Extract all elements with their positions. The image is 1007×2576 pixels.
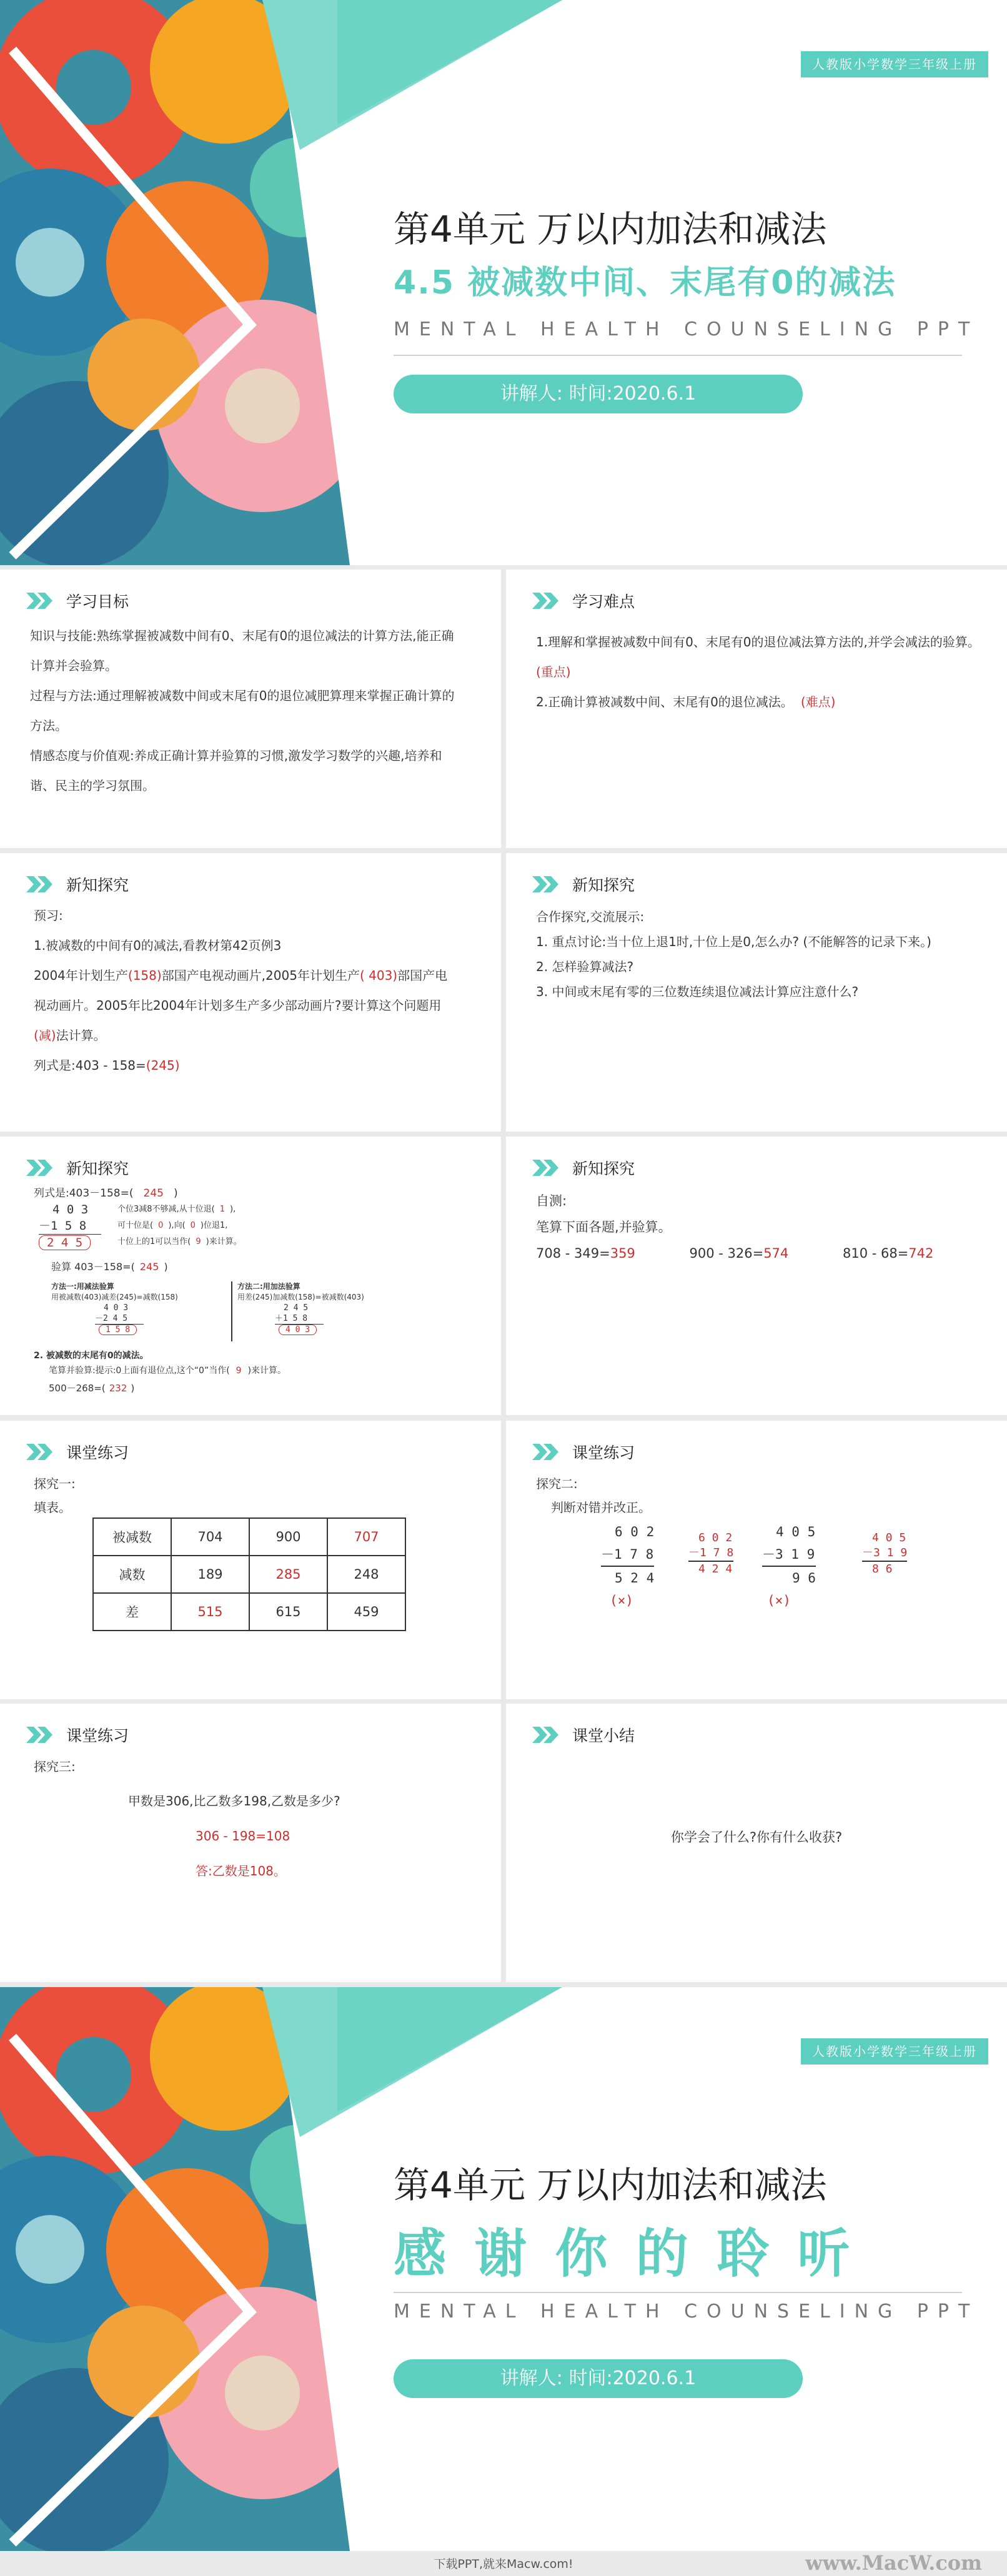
slide-heading: 新知探究 (572, 1160, 635, 1178)
slide-heading: 新知探究 (66, 876, 129, 894)
teal-corner-shape (262, 1987, 562, 2137)
chevron-icon (26, 1160, 55, 1176)
slide-self-test (506, 1137, 1007, 1415)
slide-header (26, 1441, 129, 1463)
discuss-question: 1. 重点讨论:当十位上退1时,十位上是0,怎么办? (不能解答的记录下来。) (536, 934, 931, 949)
preview-line: 2004年计划生产(158)部国产电视动画片,2005年计划生产( 403)部国产电 (34, 968, 448, 983)
preview-line: (减)法计算。 (34, 1028, 106, 1043)
teal-corner-shape (262, 0, 562, 150)
key-point-tag: (重点) (536, 664, 571, 679)
slide-header (532, 590, 635, 612)
method-divider (231, 1281, 232, 1341)
method-two: 方法二:用加法验算 用差(245)加减数(158)=被减数(403) 2 4 5 ＋1 5 8 4 0 3 (237, 1282, 364, 1335)
correction-two: 4 0 5 －3 1 9 8 6 (862, 1531, 908, 1576)
practice-label: 探究一: (34, 1476, 76, 1491)
difficulty-line: 1.理解和掌握被减数中间有0、末尾有0的退位减法算方法的,并学会减法的验算。 (536, 634, 980, 649)
slide-heading: 课堂小结 (572, 1727, 635, 1745)
slide-explore-discuss (506, 853, 1007, 1132)
preview-line: 视动画片。2005年比2004年计划多生产多少部动画片?要计算这个问题用 (34, 998, 442, 1013)
preview-label: 预习: (34, 908, 63, 923)
unit-title: 第4单元 万以内加法和减法 (394, 208, 827, 250)
watermark-logo: www.MacW.com (805, 2551, 982, 2575)
chevron-icon (532, 1727, 561, 1743)
chevron-icon (26, 1727, 55, 1743)
slide-header (26, 1157, 129, 1179)
slide-heading: 课堂练习 (66, 1727, 129, 1745)
practice-instruction: 填表。 (34, 1500, 71, 1515)
hint-line: 笔算并验算:提示:0上面有退位点,这个“0”当作( 9 )来计算。 (49, 1366, 287, 1376)
divider-line (394, 355, 962, 356)
slide-heading: 课堂练习 (572, 1444, 635, 1462)
lesson-title: 4.5 被减数中间、末尾有0的减法 (394, 264, 896, 302)
discuss-intro: 合作探究,交流展示: (536, 909, 645, 924)
goal-line: 计算并会验算。 (30, 658, 117, 673)
english-tagline: MENTAL HEALTH COUNSELING PPT (394, 2301, 980, 2322)
method-one: 方法一:用减法验算 用被减数(403)减差(245)=减数(158) 4 0 3 －2 4 5 1 5 8 (51, 1282, 178, 1335)
slide-header (532, 1157, 635, 1179)
slide-summary (506, 1704, 1007, 1982)
presenter-pill: 讲解人: 时间:2020.6.1 (394, 2359, 803, 2398)
slide-heading: 学习难点 (572, 593, 635, 611)
goal-line: 情感态度与价值观:养成正确计算并验算的习惯,激发学习数学的兴趣,培养和 (30, 748, 442, 763)
difficulty-line: 2.正确计算被减数中间、末尾有0的退位减法。 (难点) (536, 694, 836, 709)
english-tagline: MENTAL HEALTH COUNSELING PPT (394, 318, 980, 340)
check-line: 验算 403－158=( 245 ) (51, 1261, 168, 1273)
self-test-problems: 708 - 349=359 900 - 326=574 810 - 68=742 (536, 1246, 934, 1261)
grade-ribbon: 人教版小学数学三年级上册 (801, 51, 988, 77)
vertical-calc: 4 0 3 －1 5 8 2 4 5 (39, 1202, 101, 1251)
self-test-label: 自测: (536, 1193, 567, 1208)
slide-explore-preview (0, 853, 501, 1132)
practice-label: 探究二: (536, 1476, 578, 1491)
goal-line: 知识与技能:熟练掌握被减数中间有0、末尾有0的退位减法的计算方法,能正确 (30, 628, 454, 643)
cover-slide (0, 0, 1007, 565)
section-two: 2. 被减数的末尾有0的减法。 (34, 1351, 149, 1361)
chevron-icon (532, 876, 561, 892)
end-slide (0, 1987, 1007, 2551)
download-footer[interactable]: 下载PPT,就来Macw.com! (0, 2552, 1007, 2576)
unit-title: 第4单元 万以内加法和减法 (394, 2164, 827, 2206)
slide-practice-one (0, 1421, 501, 1699)
practice-label: 探究三: (34, 1759, 76, 1774)
slide-header (26, 590, 129, 612)
slide-header (532, 1724, 635, 1746)
goal-line: 过程与方法:通过理解被减数中间或末尾有0的退位减肥算理来掌握正确计算的 (30, 688, 455, 703)
grade-ribbon: 人教版小学数学三年级上册 (801, 2038, 988, 2065)
slide-heading: 课堂练习 (66, 1444, 129, 1462)
chevron-icon (26, 876, 55, 892)
equation-line: 列式是:403－158=( 245 ) (34, 1187, 178, 1200)
slide-header (532, 873, 635, 896)
table-row: 差 515 615 459 (93, 1593, 405, 1631)
discuss-question: 2. 怎样验算减法? (536, 959, 634, 974)
slide-practice-two (506, 1421, 1007, 1699)
slide-header (532, 1441, 635, 1463)
chevron-icon (26, 1444, 55, 1460)
chevron-icon (532, 1444, 561, 1460)
slide-difficulties (506, 570, 1007, 848)
chevron-icon (532, 593, 561, 609)
summary-question: 你学会了什么?你有什么收获? (670, 1830, 843, 1845)
goal-line: 谐、民主的学习氛围。 (30, 778, 155, 793)
discuss-question: 3. 中间或末尾有零的三位数连续退位减法计算应注意什么? (536, 984, 859, 999)
word-problem: 甲数是306,比乙数多198,乙数是多少? (128, 1794, 340, 1809)
preview-line: 列式是:403 - 158=(245) (34, 1058, 180, 1073)
slide-explore-vertical (0, 1137, 501, 1415)
correction-one: 6 0 2 －1 7 8 4 2 4 (688, 1531, 734, 1576)
calc-two: 4 0 5 －3 1 9 9 6 (×) (762, 1524, 816, 1608)
chevron-icon (26, 593, 55, 609)
slide-learning-goals (0, 570, 501, 848)
slide-heading: 学习目标 (66, 593, 129, 611)
solution-equation: 306 - 198=108 (196, 1828, 290, 1843)
slide-header (26, 1724, 129, 1746)
table-row: 减数 189 285 248 (93, 1556, 405, 1593)
practice-line: 500－268=( 232 ) (49, 1383, 135, 1394)
practice-instruction: 判断对错并改正。 (551, 1500, 651, 1515)
step-notes: 个位3减8不够减,从十位退( 1 ), 可十位是( 0 ),向( 0 )位退1, 十位上的1可以当作( 9 )来计算。 (117, 1205, 242, 1246)
slide-header (26, 873, 129, 896)
fill-table (92, 1517, 406, 1631)
chevron-icon (532, 1160, 561, 1176)
solution-answer: 答:乙数是108。 (196, 1863, 286, 1878)
calc-one: 6 0 2 －1 7 8 5 2 4 (×) (601, 1524, 655, 1608)
thanks-text: 感 谢 你 的 聆 听 (394, 2223, 855, 2284)
slide-heading: 新知探究 (66, 1160, 129, 1178)
preview-line: 1.被减数的中间有0的减法,看教材第42页例3 (34, 938, 282, 953)
divider-line (394, 2292, 962, 2293)
table-row: 被减数 704 900 707 (93, 1518, 405, 1556)
slide-heading: 新知探究 (572, 876, 635, 894)
self-test-instruction: 笔算下面各题,并验算。 (536, 1220, 672, 1235)
difficult-point-tag: (难点) (800, 694, 836, 709)
slide-practice-three (0, 1704, 501, 1982)
goal-line: 方法。 (30, 718, 67, 733)
presenter-pill: 讲解人: 时间:2020.6.1 (394, 375, 803, 413)
